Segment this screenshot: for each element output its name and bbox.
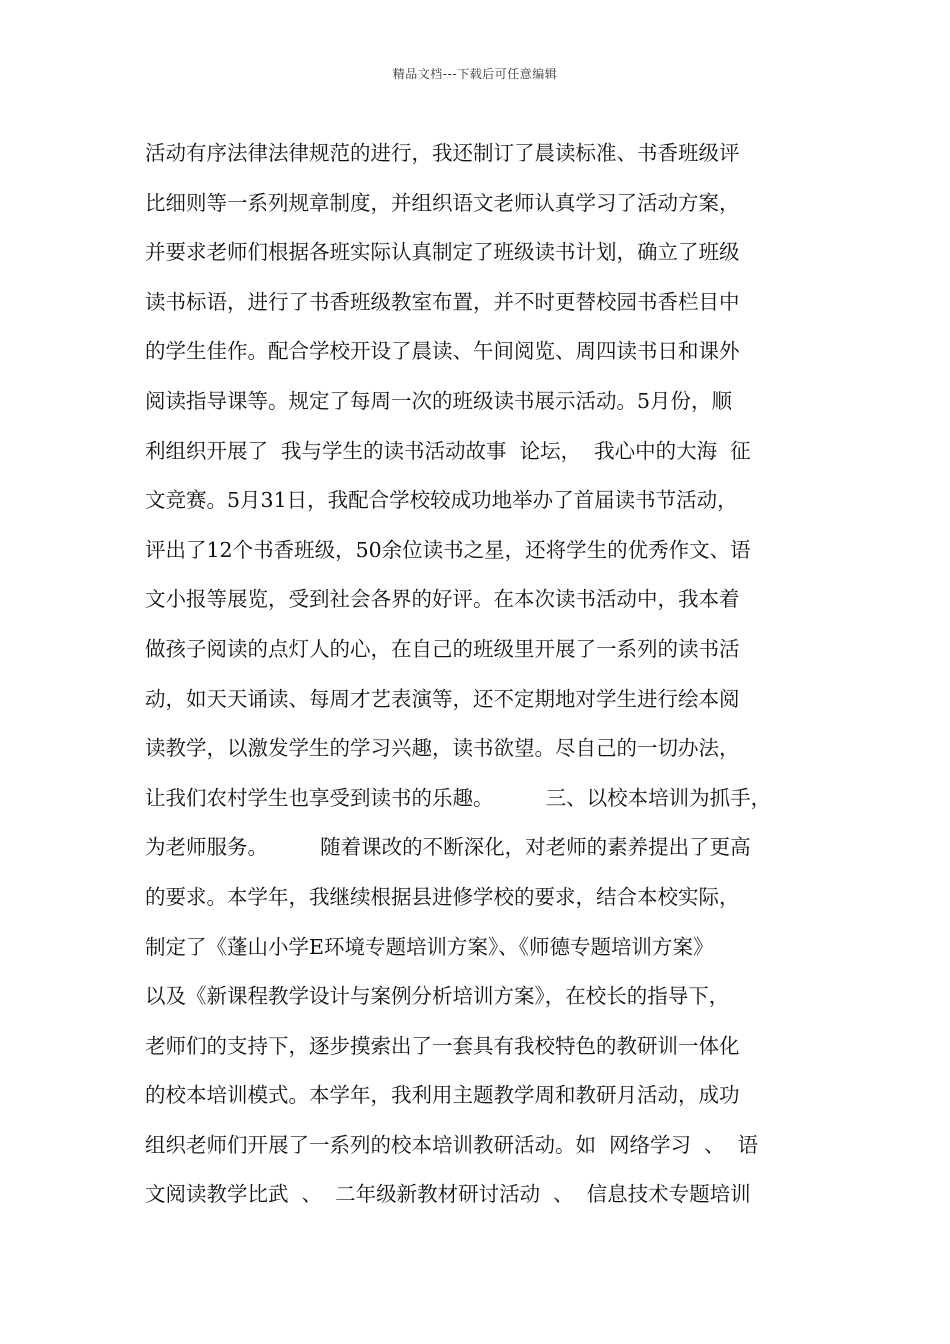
body-text: [145, 133, 810, 1224]
text-line: 文小报等展览，受到社会各界的好评。在本次读书活动中，我本着: [145, 587, 740, 612]
text-line: 读教学，以激发学生的学习兴趣，读书欲望。尽自己的一切办法，: [145, 736, 740, 761]
text-line: 评出了12个书香班级，50余位读书之星，还将学生的优秀作文、语: [145, 537, 751, 562]
text-line: 并要求老师们根据各班实际认真制定了班级读书计划，确立了班级: [145, 240, 740, 265]
text-line: 比细则等一系列规章制度，并组织语文老师认真学习了活动方案，: [145, 190, 740, 215]
text-line: 文竞赛。5月31日，我配合学校较成功地举办了首届读书节活动，: [145, 488, 738, 513]
text-line: 组织老师们开展了一系列的校本培训教研活动。如 网络学习 、 语: [145, 1132, 759, 1157]
text-line: 的要求。本学年，我继续根据县进修学校的要求，结合本校实际，: [145, 884, 740, 909]
text-line: 的校本培训模式。本学年，我利用主题教学周和教研月活动，成功: [145, 1083, 740, 1108]
text-line: 老师们的支持下，逐步摸索出了一套具有我校特色的教研训一体化: [145, 1033, 740, 1058]
text-line: 的学生佳作。配合学校开设了晨读、午间阅览、周四读书日和课外: [145, 339, 740, 364]
text-line: 以及《新课程教学设计与案例分析培训方案》，在校长的指导下，: [145, 984, 730, 1009]
text-line: 制定了《蓬山小学E环境专题培训方案》、《师德专题培训方案》: [145, 934, 714, 959]
text-line: 阅读指导课等。规定了每周一次的班级读书展示活动。5月份，顺: [145, 388, 733, 413]
text-line: 文阅读教学比武 、 二年级新教材研讨活动 、 信息技术专题培训: [145, 1182, 751, 1207]
text-line: 活动有序法律法律规范的进行，我还制订了晨读标准、书香班级评: [145, 141, 740, 165]
text-line: 利组织开展了 我与学生的读书活动故事 论坛， 我心中的大海 征: [145, 438, 751, 463]
text-line: 读书标语，进行了书香班级教室布置，并不时更替校园书香栏目中: [145, 289, 740, 314]
text-line: 为老师服务。 随着课改的不断深化，对老师的素养提出了更高: [145, 835, 751, 860]
page-header: 精品文档---下载后可任意编辑: [392, 67, 558, 81]
text-line: 让我们农村学生也享受到读书的乐趣。 三、以校本培训为抓手，: [145, 785, 772, 810]
text-line: 做孩子阅读的点灯人的心，在自己的班级里开展了一系列的读书活: [145, 636, 740, 661]
text-line: 动，如天天诵读、每周才艺表演等，还不定期地对学生进行绘本阅: [145, 686, 740, 711]
